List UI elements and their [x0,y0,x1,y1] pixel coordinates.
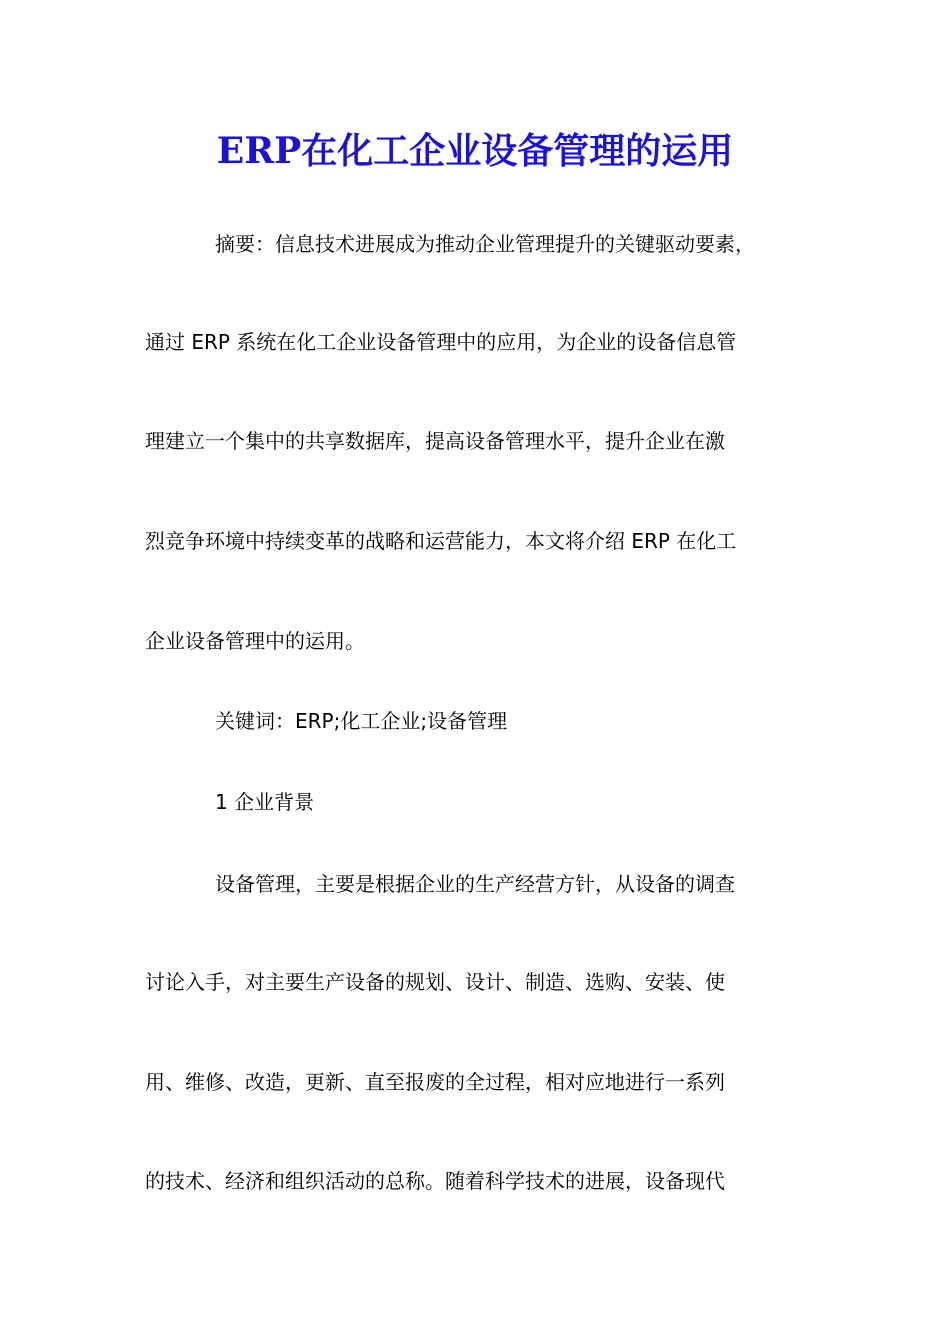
abstract-line: 通过 ERP 系统在化工企业设备管理中的应用，为企业的设备信息管 [145,330,737,354]
abstract-line: 企业设备管理中的运用。 [145,629,365,653]
body-line: 的技术、经济和组织活动的总称。随着科学技术的进展，设备现代 [145,1169,725,1193]
document-title: ERP在化工企业设备管理的运用 [216,130,734,172]
body-line: 讨论入手，对主要生产设备的规划、设计、制造、选购、安装、使 [145,970,725,994]
body-line: 用、维修、改造，更新、直至报废的全过程，相对应地进行一系列 [145,1070,725,1094]
keywords-line: 关键词：ERP;化工企业;设备管理 [215,709,508,733]
section-heading: 1 企业背景 [215,790,315,814]
body-line: 设备管理，主要是根据企业的生产经营方针，从设备的调查 [215,872,735,896]
abstract-line: 摘要：信息技术进展成为推动企业管理提升的关键驱动要素， [215,232,755,256]
abstract-line: 理建立一个集中的共享数据库，提高设备管理水平，提升企业在激 [145,429,725,453]
abstract-line: 烈竞争环境中持续变革的战略和运营能力，本文将介绍 ERP 在化工 [145,529,737,553]
